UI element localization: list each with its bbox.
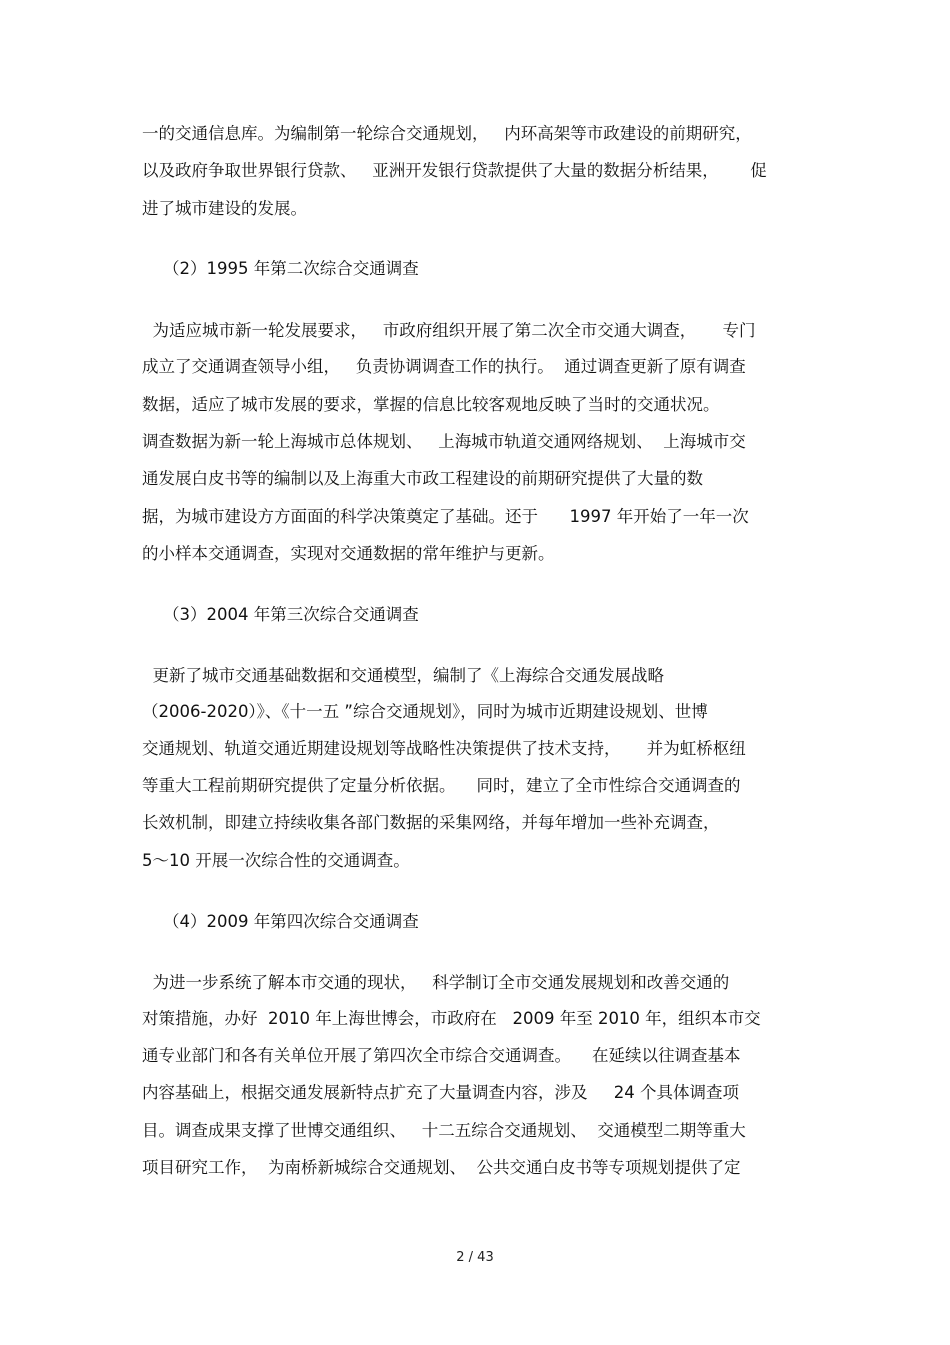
body-line: 据，为城市建设方方面面的科学决策奠定了基础。还于 1997 年开始了一年一次 (142, 507, 749, 526)
body-line: 交通规划、轨道交通近期建设规划等战略性决策提供了技术支持， 并为虹桥枢纽 (142, 739, 746, 758)
body-line: 长效机制，即建立持续收集各部门数据的采集网络，并每年增加一些补充调查， (142, 813, 720, 832)
body-line: （2006-2020）》、《十一五 ”综合交通规划》，同时为城市近期建设规划、世博 (142, 702, 708, 721)
body-line: 内容基础上，根据交通发展新特点扩充了大量调查内容，涉及 24 个具体调查项 (142, 1083, 739, 1102)
section-heading: （3）2004 年第三次综合交通调查 (163, 605, 419, 624)
body-line: 为进一步系统了解本市交通的现状， 科学制订全市交通发展规划和改善交通的 (142, 973, 730, 992)
section-heading: （4）2009 年第四次综合交通调查 (163, 912, 419, 931)
body-line: 调查数据为新一轮上海城市总体规划、 上海城市轨道交通网络规划、 上海城市交 (142, 432, 746, 451)
body-line: 进了城市建设的发展。 (142, 199, 307, 218)
body-line: 通专业部门和各有关单位开展了第四次全市综合交通调查。 在延续以往调查基本 (142, 1046, 741, 1065)
body-line: 的小样本交通调查，实现对交通数据的常年维护与更新。 (142, 544, 555, 563)
body-line: 5～10 开展一次综合性的交通调查。 (142, 851, 410, 870)
page-number: 2 / 43 (456, 1250, 494, 1265)
body-line: 一的交通信息库。为编制第一轮综合交通规划， 内环高架等市政建设的前期研究， (142, 124, 752, 143)
body-line: 为适应城市新一轮发展要求， 市政府组织开展了第二次全市交通大调查， 专门 (142, 321, 756, 340)
section-heading: （2）1995 年第二次综合交通调查 (163, 259, 419, 278)
body-line: 数据，适应了城市发展的要求，掌握的信息比较客观地反映了当时的交通状况。 (142, 395, 720, 414)
body-line: 等重大工程前期研究提供了定量分析依据。 同时，建立了全市性综合交通调查的 (142, 776, 741, 795)
body-line: 项目研究工作， 为南桥新城综合交通规划、 公共交通白皮书等专项规划提供了定 (142, 1158, 741, 1177)
body-line: 以及政府争取世界银行贷款、 亚洲开发银行贷款提供了大量的数据分析结果， 促 (142, 161, 767, 180)
body-line: 目。调查成果支撑了世博交通组织、 十二五综合交通规划、 交通模型二期等重大 (142, 1121, 746, 1140)
body-line: 更新了城市交通基础数据和交通模型，编制了《上海综合交通发展战略 (142, 666, 664, 685)
body-line: 成立了交通调查领导小组， 负责协调调查工作的执行。 通过调查更新了原有调查 (142, 357, 746, 376)
body-line: 通发展白皮书等的编制以及上海重大市政工程建设的前期研究提供了大量的数 (142, 469, 703, 488)
body-line: 对策措施，办好 2010 年上海世博会，市政府在 2009 年至 2010 年，组织本市交 (142, 1009, 761, 1028)
